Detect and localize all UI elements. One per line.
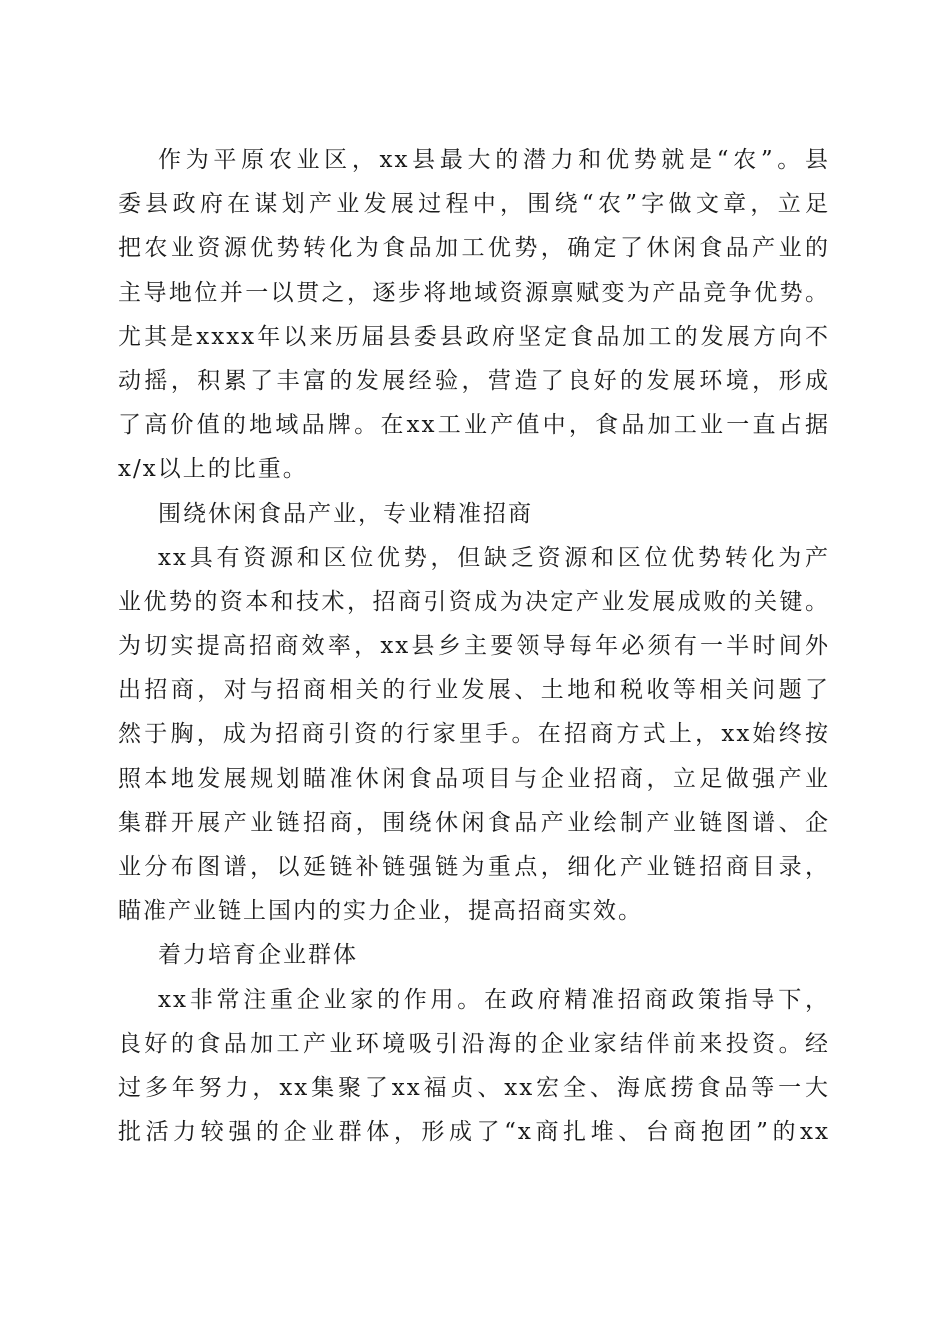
paragraph-first-line: 作为平原农业区，xx县最大的潜力和优势就是“农”。县 <box>158 147 830 173</box>
text-line: 动摇，积累了丰富的发展经验，营造了良好的发展环境，形成 <box>118 367 830 394</box>
text-line: 把农业资源优势转化为食品加工优势，确定了休闲食品产业的 <box>118 235 830 262</box>
text-line: 良好的食品加工产业环境吸引沿海的企业家结伴前来投资。经 <box>118 1030 830 1057</box>
text-line: x/x以上的比重。 <box>118 456 308 483</box>
document-body <box>118 138 830 1154</box>
text-line: 为切实提高招商效率，xx县乡主要领导每年必须有一半时间外 <box>118 633 830 660</box>
paragraph-first-line: 着力培育企业群体 <box>158 942 358 969</box>
text-line: 照本地发展规划瞄准休闲食品项目与企业招商，立足做强产业 <box>118 765 830 792</box>
text-line: 了高价值的地域品牌。在xx工业产值中，食品加工业一直占据 <box>118 412 830 439</box>
text-line: 过多年努力，xx集聚了xx福贞、xx宏全、海底捞食品等一大 <box>118 1074 830 1101</box>
text-line: 瞄准产业链上国内的实力企业，提高招商实效。 <box>118 898 643 925</box>
text-line: 主导地位并一以贯之，逐步将地域资源禀赋变为产品竞争优势。 <box>118 279 830 306</box>
text-line: 尤其是xxxx年以来历届县委县政府坚定食品加工的发展方向不 <box>118 323 830 350</box>
paragraph-first-line: 围绕休闲食品产业，专业精准招商 <box>158 500 533 527</box>
text-line: 批活力较强的企业群体，形成了“x商扎堆、台商抱团”的xx <box>118 1119 830 1146</box>
text-line: 业分布图谱，以延链补链强链为重点，细化产业链招商目录， <box>118 854 830 880</box>
text-line: 出招商，对与招商相关的行业发展、土地和税收等相关问题了 <box>118 677 830 704</box>
paragraph-first-line: xx非常注重企业家的作用。在政府精准招商政策指导下， <box>158 986 830 1013</box>
paragraph-first-line: xx具有资源和区位优势，但缺乏资源和区位优势转化为产 <box>158 544 830 571</box>
text-line: 业优势的资本和技术，招商引资成为决定产业发展成败的关键。 <box>118 588 830 615</box>
text-line: 集群开展产业链招商，围绕休闲食品产业绘制产业链图谱、企 <box>118 809 830 836</box>
text-line: 委县政府在谋划产业发展过程中，围绕“农”字做文章，立足 <box>118 191 830 218</box>
text-line: 然于胸，成为招商引资的行家里手。在招商方式上，xx始终按 <box>118 721 830 748</box>
